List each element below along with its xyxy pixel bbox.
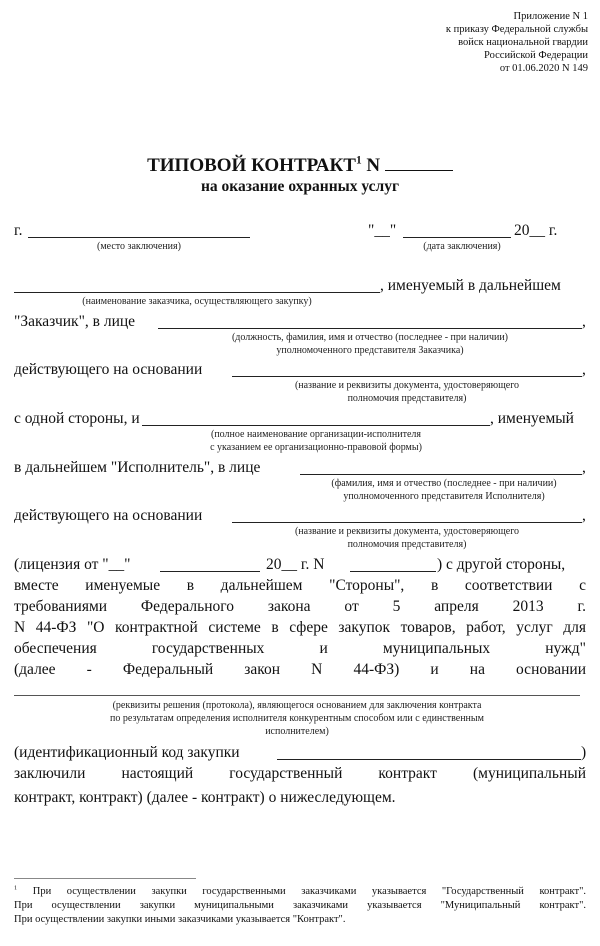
executor-rep-caption <box>300 477 588 503</box>
closing-paragraph <box>14 765 586 807</box>
executor-name-field[interactable] <box>142 425 490 426</box>
customer-name-caption: (наименование заказчика, осуществляющего закупку) <box>82 296 312 307</box>
header-line: Приложение N 1 <box>513 11 588 22</box>
caption-line: по результатам определения исполнителя конкурентным способом или с единственным <box>110 713 484 724</box>
footnote-text: При осуществлении закупки государственными заказчиками указывается "Государственный контракт". <box>32 886 586 897</box>
caption-line: (фамилия, имя и отчество (последнее - при наличии) <box>331 478 557 489</box>
executor-basis-field[interactable] <box>232 522 582 523</box>
decision-field[interactable] <box>14 695 580 696</box>
caption-line: исполнителем) <box>265 726 329 737</box>
caption-line: (полное наименование организации-исполнителя <box>211 429 421 440</box>
place-caption: (место заключения) <box>97 241 181 252</box>
footnote-line: При осуществлении закупки иными заказчиками указывается "Контракт". <box>14 914 346 925</box>
procurement-code-suffix: ) <box>581 744 587 761</box>
footnote-ref: 1 <box>355 154 362 167</box>
procurement-code-prefix: (идентификационный код закупки <box>14 744 240 761</box>
contract-number-field[interactable] <box>385 156 453 171</box>
date-caption: (дата заключения) <box>423 241 501 252</box>
license-prefix: (лицензия от "__" <box>14 556 131 573</box>
executor-name-caption <box>142 428 490 454</box>
procurement-code-field[interactable] <box>277 759 581 760</box>
appendix-header <box>446 10 588 75</box>
header-line: Российской Федерации <box>484 50 588 61</box>
paragraph-line: обеспечения государственных и муниципальных нужд" <box>14 640 586 657</box>
caption-line: полномочия представителя) <box>347 393 467 404</box>
title-number-label: N <box>366 155 381 176</box>
decision-caption <box>14 699 580 738</box>
footnote-separator <box>14 878 196 879</box>
comma: , <box>582 507 586 524</box>
caption-line: уполномоченного представителя Исполнителя) <box>343 491 545 502</box>
paragraph-line: вместе именуемые в дальнейшем "Стороны", в соответствии с <box>14 577 586 594</box>
customer-rep-caption <box>158 331 582 357</box>
customer-basis-caption <box>232 379 582 405</box>
footnote-line <box>14 885 586 899</box>
caption-line: (реквизиты решения (протокола), являющегося основанием для заключения контракта <box>112 700 482 711</box>
paragraph-line: контракт, контракт) (далее - контракт) о нижеследующем. <box>14 789 396 806</box>
city-prefix: г. <box>14 222 23 239</box>
executor-named-text: , именуемый <box>490 410 574 427</box>
customer-representative-field[interactable] <box>158 328 582 329</box>
date-month-field[interactable] <box>403 237 511 238</box>
paragraph-line: N 44-ФЗ "О контрактной системе в сфере закупок товаров, работ, услуг для <box>14 619 586 636</box>
customer-basis-text: действующего на основании <box>14 361 203 378</box>
executor-basis-text: действующего на основании <box>14 507 203 524</box>
paragraph-line: (далее - Федеральный закон N 44-ФЗ) и на основании <box>14 661 586 678</box>
date-year: 20__ г. <box>514 222 558 239</box>
caption-line: с указанием ее организационно-правовой формы) <box>210 442 422 453</box>
executor-represented-text: в дальнейшем "Исполнитель", в лице <box>14 459 261 476</box>
header-line: к приказу Федеральной службы <box>445 24 588 35</box>
header-line: войск национальной гвардии <box>458 37 588 48</box>
footnote <box>14 885 586 927</box>
caption-line: (должность, фамилия, имя и отчество (последнее - при наличии) <box>231 332 509 343</box>
executor-representative-field[interactable] <box>300 474 582 475</box>
caption-line: (название и реквизиты документа, удостоверяющего <box>294 380 520 391</box>
customer-represented-text: "Заказчик", в лице <box>14 313 136 330</box>
customer-named-text: , именуемый в дальнейшем <box>380 277 561 294</box>
license-number-field[interactable] <box>350 571 436 572</box>
executor-basis-caption <box>232 525 582 551</box>
customer-basis-field[interactable] <box>232 376 582 377</box>
footnote-line: При осуществлении закупки муниципальными заказчиками указывается "Муниципальный контракт". <box>14 900 586 911</box>
license-year: 20__ г. N <box>266 556 325 573</box>
comma: , <box>582 313 586 330</box>
document-subtitle: на оказание охранных услуг <box>200 178 400 195</box>
title-text: ТИПОВОЙ КОНТРАКТ <box>147 155 356 176</box>
caption-line: уполномоченного представителя Заказчика) <box>276 345 464 356</box>
comma: , <box>582 459 586 476</box>
header-line: от 01.06.2020 N 149 <box>499 63 588 74</box>
caption-line: полномочия представителя) <box>347 539 467 550</box>
license-suffix: ) с другой стороны, <box>437 556 566 573</box>
caption-line: (название и реквизиты документа, удостоверяющего <box>294 526 520 537</box>
footnote-marker: 1 <box>14 884 18 892</box>
place-field[interactable] <box>28 237 250 238</box>
parties-paragraph <box>14 577 586 682</box>
license-date-field[interactable] <box>160 571 260 572</box>
executor-side-text: с одной стороны, и <box>14 410 140 427</box>
comma: , <box>582 361 586 378</box>
customer-name-field[interactable] <box>14 292 380 293</box>
paragraph-line: заключили настоящий государственный контракт (муниципальный <box>14 765 586 782</box>
paragraph-line: требованиями Федерального закона от 5 апреля 2013 г. <box>14 598 586 615</box>
date-day-field[interactable]: "__" <box>368 222 397 239</box>
document-title <box>0 155 600 177</box>
